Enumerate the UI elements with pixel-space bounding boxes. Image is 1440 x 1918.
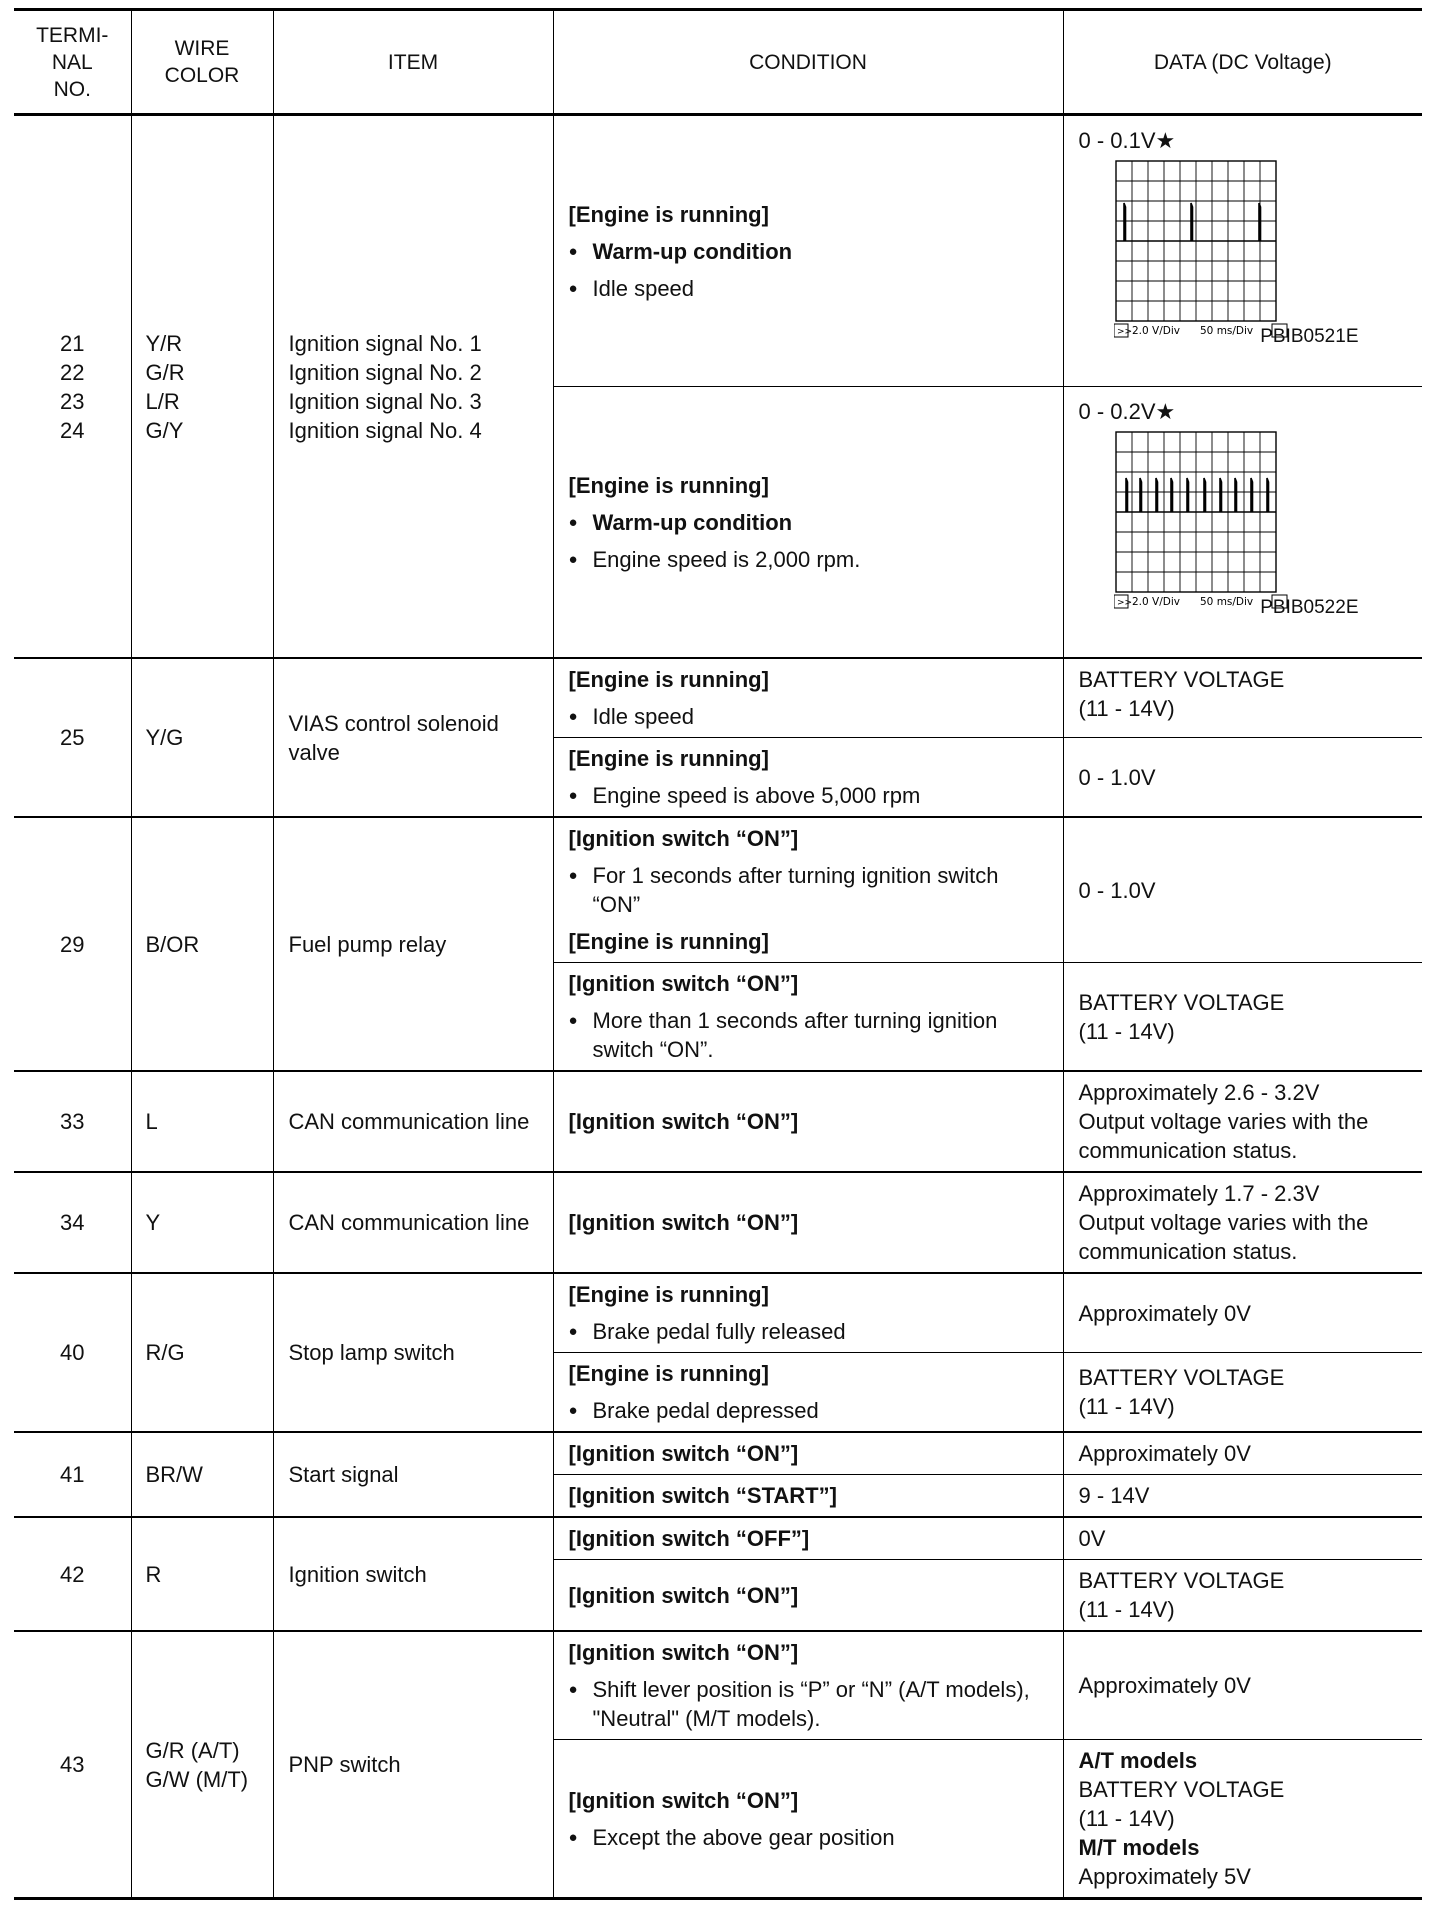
ecm-terminal-table-page [14, 8, 1422, 1900]
oscilloscope-waveform [1114, 159, 1289, 339]
condition-heading: [Ignition switch “ON”] [568, 826, 799, 851]
voltage-value [1079, 397, 1408, 426]
wire-color: B/OR [131, 817, 273, 1071]
data-text: Approximately 0V [1063, 1273, 1422, 1353]
wire-color-cell [131, 115, 273, 659]
table-row [14, 1273, 1422, 1353]
condition-cell [553, 1273, 1063, 1353]
terminal-no: 23 [60, 388, 85, 414]
data-text: 0 - 1.0V [1063, 817, 1422, 963]
condition-bullet: ● Engine speed is above 5,000 rpm [569, 781, 1048, 810]
terminal-no: 33 [14, 1071, 131, 1172]
terminal-no: 22 [60, 359, 85, 385]
condition-cell [553, 963, 1063, 1072]
wire-color: G/Y [145, 417, 184, 443]
data-text: (11 - 14V) [1078, 696, 1175, 721]
data-text: Approximately 5V [1078, 1864, 1251, 1889]
wire-color: L [131, 1071, 273, 1172]
data-cell [1063, 1353, 1422, 1433]
wire-color: Y/G [131, 658, 273, 817]
data-text: BATTERY VOLTAGE [1078, 989, 1285, 1015]
condition-heading: [Engine is running] [568, 746, 769, 771]
condition-heading: [Engine is running] [568, 929, 769, 954]
condition-cell [553, 817, 1063, 963]
table-row [14, 1172, 1422, 1273]
item-name: VIAS control solenoid valve [273, 658, 553, 817]
oscilloscope-figure [1079, 159, 1369, 349]
terminal-no: 29 [14, 817, 131, 1071]
scope-time-label: 50 ms/Div [1199, 325, 1253, 337]
item-name: Fuel pump relay [273, 817, 553, 1071]
item-name: Ignition signal No. 3 [288, 388, 482, 414]
header-terminal-no [14, 10, 131, 115]
model-label: M/T models [1078, 1835, 1200, 1860]
condition-bullet: ● Shift lever position is “P” or “N” (A/T models), "Neutral" (M/T models). [569, 1675, 1048, 1733]
svg-text:>>: >> [1116, 327, 1132, 337]
oscilloscope-figure [1079, 430, 1369, 620]
table-row [14, 1631, 1422, 1740]
condition-list [569, 1317, 1048, 1346]
header-wire-color [131, 10, 273, 115]
item-name: Stop lamp switch [273, 1273, 553, 1432]
data-text: communication status. [1078, 1138, 1298, 1163]
table-row [14, 115, 1422, 387]
data-text: Output voltage varies with the [1078, 1109, 1369, 1134]
data-cell [1063, 387, 1422, 659]
condition-cell [553, 1740, 1063, 1899]
item-name: Ignition switch [273, 1517, 553, 1631]
svg-text:>>: >> [1116, 598, 1132, 608]
wire-color-cell [131, 1631, 273, 1899]
item-name: Ignition signal No. 4 [288, 417, 482, 443]
data-text: (11 - 14V) [1078, 1018, 1175, 1044]
condition-cell [553, 658, 1063, 738]
condition-list [569, 1675, 1048, 1733]
wire-color: Y [131, 1172, 273, 1273]
figure-id: PBIB0522E [1260, 597, 1359, 618]
wire-color: G/W (M/T) [145, 1766, 249, 1792]
table-header-row [14, 10, 1422, 115]
condition-list [569, 781, 1048, 810]
condition-heading: [Ignition switch “OFF”] [553, 1517, 1063, 1560]
condition-bullet: ● Idle speed [569, 702, 1048, 731]
condition-list [569, 1396, 1048, 1425]
wire-color: Y/R [145, 330, 183, 356]
data-cell [1063, 1071, 1422, 1172]
data-text: BATTERY VOLTAGE [1078, 1568, 1285, 1593]
data-text: BATTERY VOLTAGE [1078, 667, 1285, 692]
data-cell [1063, 658, 1422, 738]
data-text: BATTERY VOLTAGE [1078, 1365, 1285, 1390]
oscilloscope-waveform [1114, 430, 1289, 610]
condition-list [569, 237, 1048, 303]
item-name: PNP switch [273, 1631, 553, 1899]
condition-bullet: ● For 1 seconds after turning ignition switch “ON” [569, 861, 1048, 919]
data-text: communication status. [1078, 1239, 1298, 1264]
condition-cell [553, 1631, 1063, 1740]
condition-list [569, 508, 1048, 574]
wire-color: G/R (A/T) [145, 1737, 240, 1763]
condition-bullet: ● Engine speed is 2,000 rpm. [569, 545, 1048, 574]
terminal-no: 24 [60, 417, 85, 443]
header-text: WIRE [174, 37, 230, 60]
data-text: (11 - 14V) [1078, 1806, 1175, 1831]
item-name: Ignition signal No. 2 [288, 359, 482, 385]
header-item: ITEM [273, 10, 553, 115]
condition-list [569, 1823, 1048, 1852]
condition-bullet: ● Idle speed [569, 274, 1048, 303]
voltage-text: 0 - 0.1V [1078, 128, 1156, 153]
header-data: DATA (DC Voltage) [1063, 10, 1422, 115]
condition-heading: [Ignition switch “ON”] [568, 1787, 799, 1813]
data-cell [1063, 963, 1422, 1072]
table-row [14, 1517, 1422, 1560]
data-text: 0V [1063, 1517, 1422, 1560]
item-name: Ignition signal No. 1 [288, 330, 482, 356]
header-text: NAL [51, 50, 93, 74]
data-text: Approximately 2.6 - 3.2V [1078, 1080, 1320, 1105]
terminal-no: 25 [14, 658, 131, 817]
header-condition: CONDITION [553, 10, 1063, 115]
condition-heading: [Engine is running] [568, 472, 769, 498]
wire-color: R/G [131, 1273, 273, 1432]
terminal-no: 40 [14, 1273, 131, 1432]
data-text: Approximately 0V [1063, 1432, 1422, 1475]
condition-heading: [Ignition switch “ON”] [568, 1640, 799, 1665]
condition-cell [553, 738, 1063, 818]
condition-heading: [Engine is running] [568, 1361, 769, 1386]
condition-heading: [Ignition switch “ON”] [553, 1172, 1063, 1273]
terminal-data-table [14, 8, 1422, 1900]
terminal-no: 34 [14, 1172, 131, 1273]
data-text: (11 - 14V) [1078, 1597, 1175, 1622]
wire-color: L/R [145, 388, 180, 414]
condition-bullet: ● Brake pedal fully released [569, 1317, 1048, 1346]
header-text: TERMI- [36, 23, 109, 47]
condition-heading: [Ignition switch “ON”] [568, 971, 799, 996]
data-text: (11 - 14V) [1078, 1394, 1175, 1419]
condition-cell [553, 115, 1063, 387]
item-name: Start signal [273, 1432, 553, 1517]
data-cell [1063, 115, 1422, 387]
table-row [14, 1071, 1422, 1172]
terminal-no: 41 [14, 1432, 131, 1517]
voltage-value [1079, 126, 1408, 155]
item-name: CAN communication line [273, 1172, 553, 1273]
scope-scale-label: 2.0 V/Div [1131, 596, 1180, 608]
data-text: 0 - 1.0V [1063, 738, 1422, 818]
condition-cell [553, 1353, 1063, 1433]
condition-bullet: ● Warm-up condition [569, 237, 1048, 266]
table-row [14, 1432, 1422, 1475]
condition-heading: [Ignition switch “ON”] [553, 1560, 1063, 1632]
figure-id: PBIB0521E [1260, 326, 1359, 347]
condition-bullet: ● Except the above gear position [569, 1823, 1048, 1852]
star-icon: ★ [1155, 128, 1176, 153]
scope-time-label: 50 ms/Div [1199, 596, 1253, 608]
data-text: 9 - 14V [1063, 1475, 1422, 1518]
condition-heading: [Engine is running] [568, 1282, 769, 1307]
table-row [14, 817, 1422, 963]
condition-bullet: ● Brake pedal depressed [569, 1396, 1048, 1425]
scope-scale-label: 2.0 V/Div [1131, 325, 1180, 337]
data-cell [1063, 1172, 1422, 1273]
condition-heading: [Ignition switch “ON”] [553, 1432, 1063, 1475]
item-name: CAN communication line [273, 1071, 553, 1172]
condition-cell [553, 387, 1063, 659]
data-cell [1063, 1740, 1422, 1899]
terminal-no-cell [14, 115, 131, 659]
condition-bullet: ● Warm-up condition [569, 508, 1048, 537]
data-text: Approximately 1.7 - 2.3V [1078, 1181, 1320, 1206]
wire-color: BR/W [131, 1432, 273, 1517]
star-icon: ★ [1155, 399, 1176, 424]
terminal-no: 43 [14, 1631, 131, 1899]
condition-heading: [Ignition switch “ON”] [553, 1071, 1063, 1172]
condition-heading: [Engine is running] [568, 667, 769, 692]
terminal-no: 21 [60, 330, 85, 356]
data-cell [1063, 1560, 1422, 1632]
header-text: NO. [53, 77, 91, 101]
header-text: COLOR [164, 64, 240, 87]
condition-list [569, 861, 1048, 919]
condition-heading: [Ignition switch “START”] [553, 1475, 1063, 1518]
terminal-no: 42 [14, 1517, 131, 1631]
table-row [14, 658, 1422, 738]
condition-list [569, 702, 1048, 731]
data-text: Approximately 0V [1063, 1631, 1422, 1740]
data-text: BATTERY VOLTAGE [1078, 1777, 1285, 1802]
condition-heading: [Engine is running] [568, 201, 769, 227]
wire-color: G/R [145, 359, 185, 385]
data-text: Output voltage varies with the [1078, 1210, 1369, 1235]
condition-bullet: ● More than 1 seconds after turning ignition switch “ON”. [569, 1006, 1048, 1064]
wire-color: R [131, 1517, 273, 1631]
item-cell [273, 115, 553, 659]
model-label: A/T models [1078, 1748, 1198, 1773]
voltage-text: 0 - 0.2V [1078, 399, 1156, 424]
condition-list [569, 1006, 1048, 1064]
